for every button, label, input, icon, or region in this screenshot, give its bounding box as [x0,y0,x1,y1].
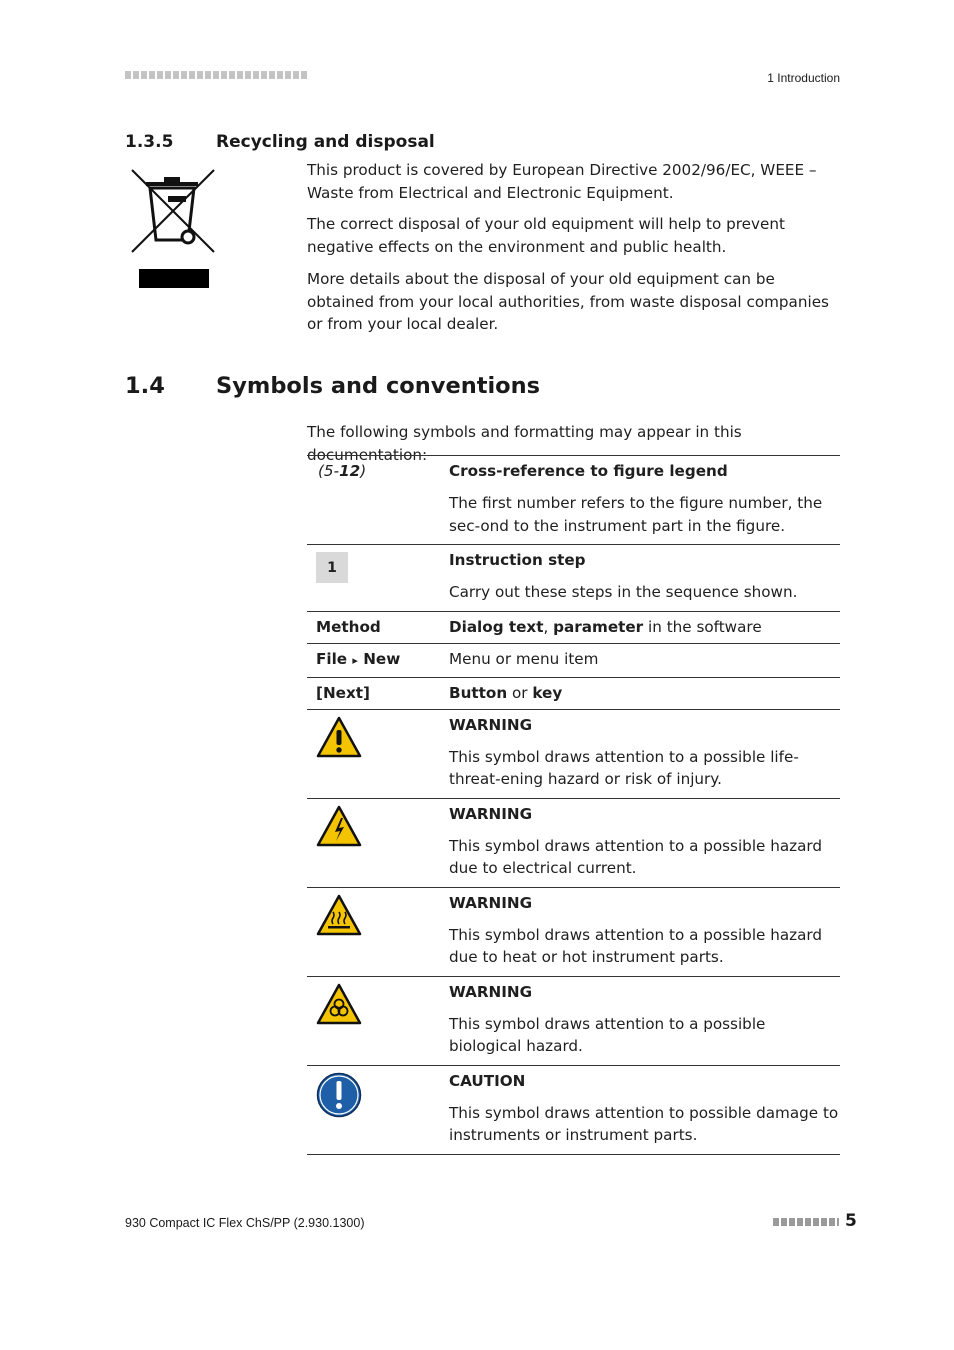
table-row [307,798,840,887]
footer-decoration [773,1218,839,1226]
instruction-step-badge: 1 [316,552,348,583]
warning-electric-icon [316,805,362,847]
footer-product: 930 Compact IC Flex ChS/PP (2.930.1300) [125,1216,365,1230]
table-row [307,643,840,677]
paragraph: This product is covered by European Directive 2002/96/EC, WEEE – Waste from Electrical and Electronic Equipment. [307,161,817,202]
row-description: This symbol draws attention to a possible life-threat-ening hazard or risk of injury. [449,747,799,788]
intro-paragraph: The following symbols and formatting may appear in this documentation: [307,423,742,464]
page-number: 5 [845,1211,857,1231]
section-title: Symbols and conventions [216,373,541,399]
warning-general-icon [316,716,362,758]
row-description: This symbol draws attention to a possible hazard due to electrical current. [449,836,823,877]
row-title: CAUTION [449,1071,526,1090]
header-decoration [125,71,307,79]
chapter-header: 1 Introduction [767,71,840,85]
row-description: Dialog text, parameter in the software [449,617,762,636]
table-row [307,611,840,643]
row-title: Instruction step [449,551,586,569]
row-description: Menu or menu item [449,649,599,668]
table-row [307,887,840,976]
table-row [307,456,840,545]
warning-biohazard-icon [316,983,362,1025]
table-row [307,545,840,612]
section-number: 1.4 [125,373,165,399]
row-title: Cross-reference to figure legend [449,462,728,480]
table-row [307,1065,840,1154]
weee-crossed-bin-icon [128,164,220,290]
row-title: WARNING [449,982,533,1001]
row-description: Button or key [449,683,563,702]
row-title: WARNING [449,715,533,734]
paragraph: More details about the disposal of your old equipment can be obtained from your local authorities, from waste disposal companies or from your local dealer. [307,270,829,333]
paragraph: The correct disposal of your old equipment will help to prevent negative effects on the environment and public health. [307,215,785,256]
menu-path: File ▸ New [316,649,401,668]
caution-icon [316,1072,362,1118]
section-title: Recycling and disposal [216,132,435,152]
button-label: [Next] [316,683,370,702]
row-title: WARNING [449,804,533,823]
table-row [307,976,840,1065]
table-row [307,677,840,709]
table-row [307,709,840,798]
method-label: Method [316,617,381,636]
warning-hot-surface-icon [316,894,362,936]
menu-arrow-icon: ▸ [352,653,358,667]
row-description: This symbol draws attention to a possible hazard due to heat or hot instrument parts. [449,925,823,966]
row-description: The first number refers to the figure number, the sec-ond to the instrument part in the figure. [449,494,823,535]
row-description: This symbol draws attention to possible damage to instruments or instrument parts. [449,1103,839,1144]
symbols-table [307,455,840,1155]
row-title: WARNING [449,893,533,912]
xref-example: (5-12) [318,462,367,480]
section-number: 1.3.5 [125,132,174,152]
row-description: This symbol draws attention to a possible biological hazard. [449,1014,766,1055]
row-description: Carry out these steps in the sequence shown. [449,583,798,601]
